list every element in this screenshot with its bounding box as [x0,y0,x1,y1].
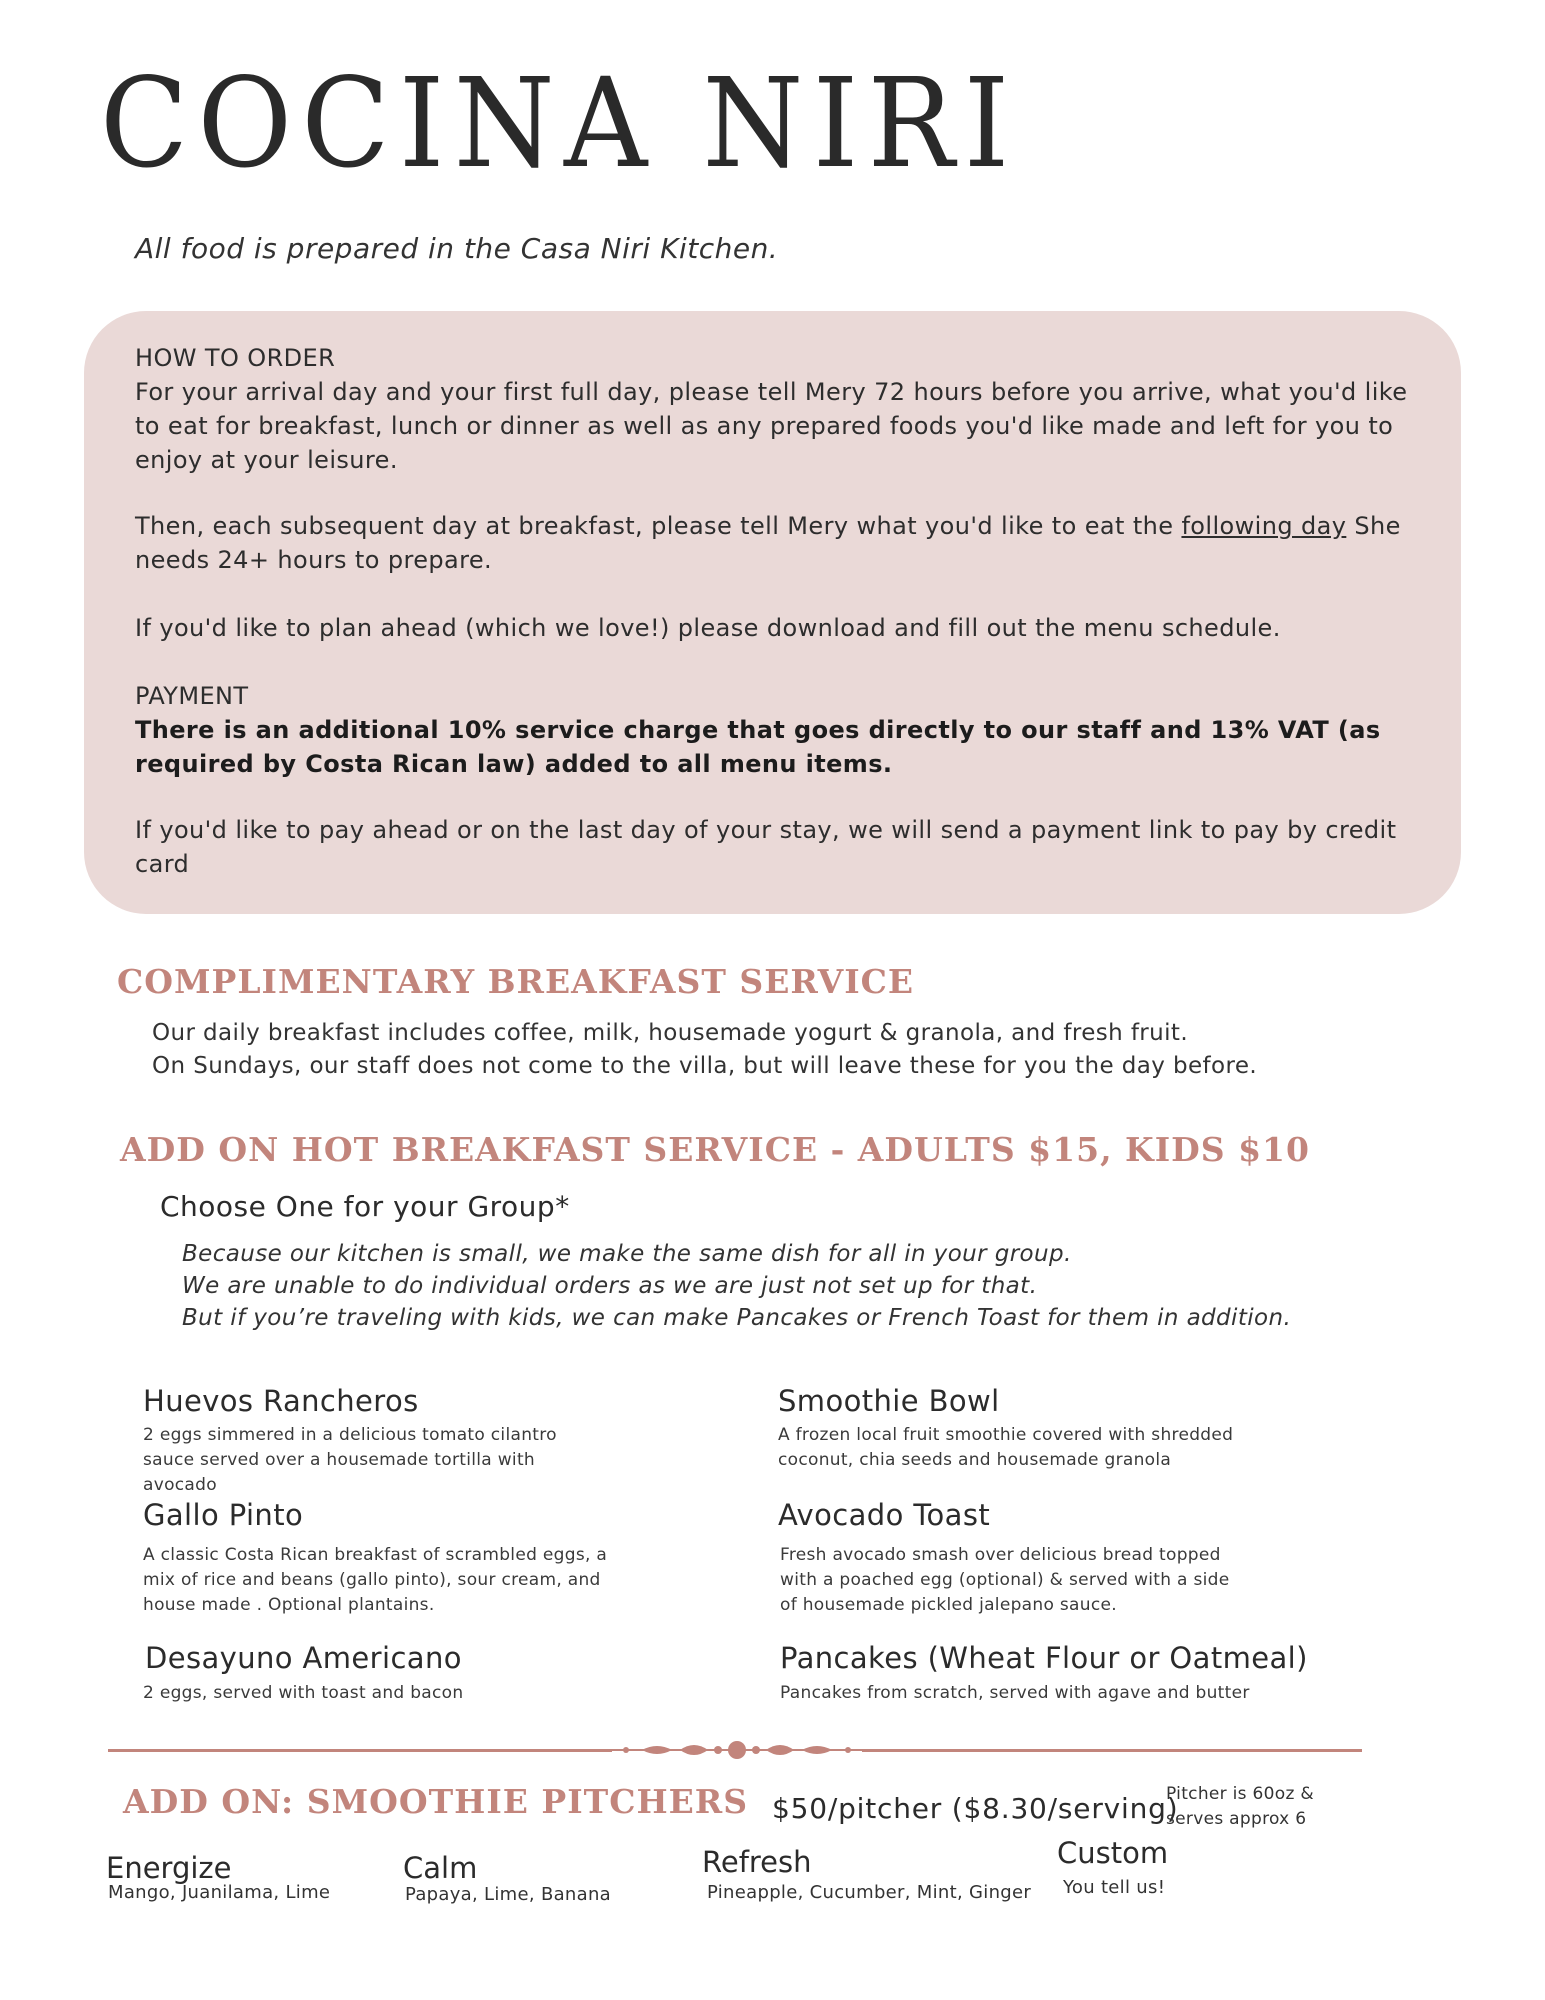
hot-breakfast-heading: ADD ON HOT BREAKFAST SERVICE - ADULTS $15, KIDS $10 [120,1130,1310,1169]
pitcher-name: Calm [403,1851,478,1885]
pitcher-desc: Mango, Juanilama, Lime [108,1882,331,1903]
menu-item-desc: Pancakes from scratch, served with agave and butter [780,1683,1250,1703]
menu-item-title: Gallo Pinto [143,1498,304,1532]
menu-item-title: Smoothie Bowl [778,1384,1000,1418]
page-title: COCINA NIRI [100,52,1019,196]
payment-text: There is an additional 10% service charge that goes directly to our staff and 13% VAT (as required by Costa Rican law) added to all menu items. [135,716,1381,778]
pay-ahead-text: If you'd like to pay ahead or on the last day of your stay, we will send a payment link to pay by credit card [135,816,1397,878]
group-note-3: But if you’re traveling with kids, we can make Pancakes or French Toast for them in addition. [182,1305,1292,1331]
pitcher-note: Pitcher is 60oz & serves approx 6 [1166,1784,1314,1829]
payment-heading: PAYMENT [135,682,249,710]
menu-item-desc: 2 eggs, served with toast and bacon [143,1683,464,1703]
pitcher-desc: Papaya, Lime, Banana [405,1884,611,1905]
subsequent-text-end: She needs 24+ hours to prepare. [135,512,1401,574]
menu-item-title: Pancakes (Wheat Flour or Oatmeal) [780,1641,1308,1675]
group-note-1: Because our kitchen is small, we make the same dish for all in your group. [182,1241,1072,1267]
menu-item-title: Desayuno Americano [145,1641,462,1675]
how-to-order-text: For your arrival day and your first full day, please tell Mery 72 hours before you arrive, what you'd like to eat for breakfast, lunch or dinner as well as any prepared foods you'd like made and left for you to enjoy at your leisure. [135,378,1408,474]
group-note-2: We are unable to do individual orders as we are just not set up for that. [182,1273,1038,1299]
pitcher-desc: Pineapple, Cucumber, Mint, Ginger [707,1882,1032,1903]
smoothie-heading: ADD ON: SMOOTHIE PITCHERS [123,1782,749,1821]
order-info-box [84,311,1461,914]
pitcher-name: Energize [106,1851,232,1885]
pitcher-name: Refresh [702,1845,812,1879]
menu-item-desc: A classic Costa Rican breakfast of scrambled eggs, a mix of rice and beans (gallo pinto), sour cream, and house made . Optional plantains. [143,1545,608,1615]
pitcher-desc: You tell us! [1063,1877,1166,1898]
subsequent-day-text [135,509,1435,577]
menu-item-title: Huevos Rancheros [143,1384,419,1418]
menu-item-desc: Fresh avocado smash over delicious bread topped with a poached egg (optional) & served with a side of housemade pickled jalepano sauce. [780,1545,1230,1615]
following-day-emphasis: following day [1181,512,1347,540]
menu-item-desc: 2 eggs simmered in a delicious tomato cilantro sauce served over a housemade tortilla with avocado [143,1425,557,1495]
complimentary-line-1: Our daily breakfast includes coffee, milk, housemade yogurt & granola, and fresh fruit. [152,1020,1189,1046]
menu-item-title: Avocado Toast [778,1498,991,1532]
choose-one-label: Choose One for your Group* [160,1190,570,1223]
how-to-order-heading: HOW TO ORDER [135,344,336,372]
subsequent-text-start: Then, each subsequent day at breakfast, please tell Mery what you'd like to eat the [135,512,1182,540]
subtitle: All food is prepared in the Casa Niri Kitchen. [135,232,779,265]
menu-item-desc: A frozen local fruit smoothie covered with shredded coconut, chia seeds and housemade granola [778,1425,1234,1470]
complimentary-line-2: On Sundays, our staff does not come to the villa, but will leave these for you the day before. [152,1053,1258,1079]
plan-ahead-text: If you'd like to plan ahead (which we love!) please download and fill out the menu schedule. [135,614,1281,642]
ornament-flourish-icon [612,1738,862,1762]
smoothie-price: $50/pitcher ($8.30/serving) [772,1792,1179,1825]
pitcher-name: Custom [1057,1836,1169,1870]
complimentary-heading: COMPLIMENTARY BREAKFAST SERVICE [117,962,915,1001]
